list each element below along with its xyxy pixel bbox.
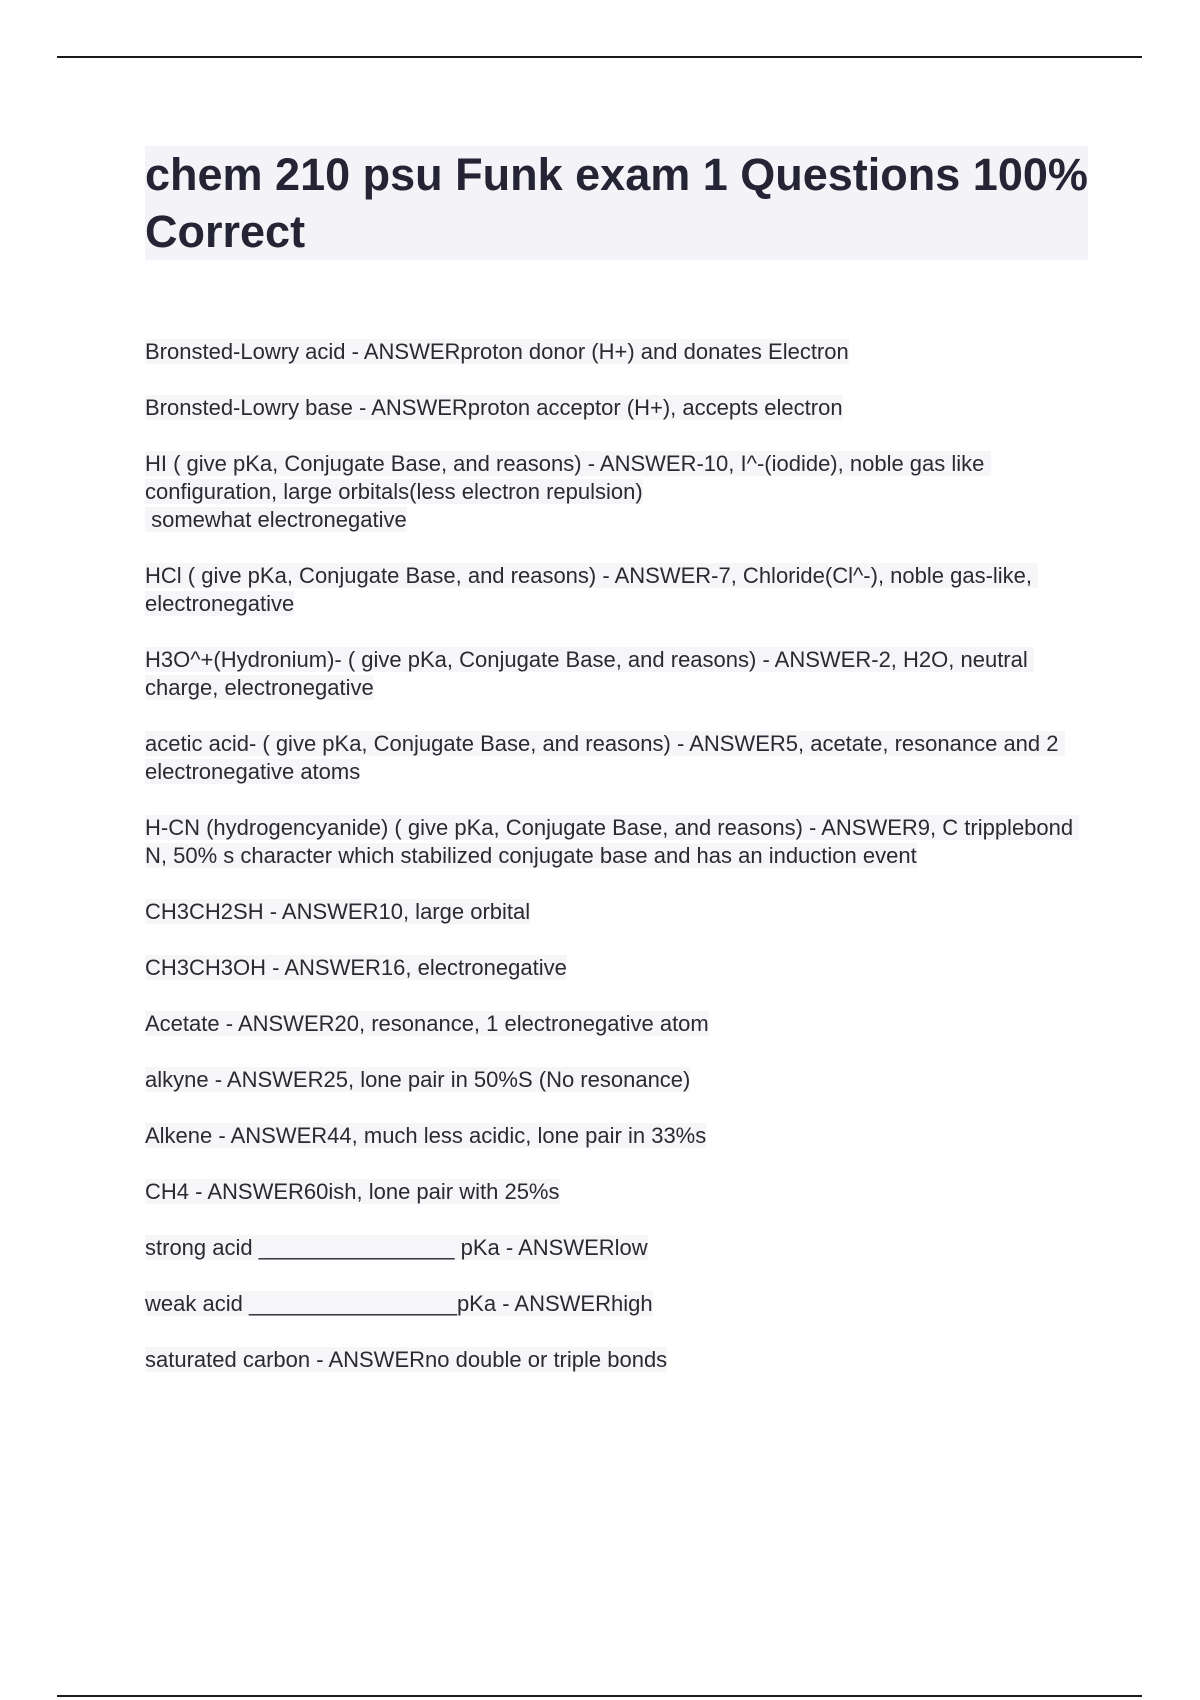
qa-item: HI ( give pKa, Conjugate Base, and reasons) - ANSWER-10, I^-(iodide), noble gas like configuration, large orbitals(less electron repulsion) somewhat electronegative bbox=[145, 450, 1090, 534]
qa-item: weak acid _________________pKa - ANSWERhigh bbox=[145, 1291, 653, 1316]
top-divider bbox=[57, 56, 1142, 58]
qa-item: HCl ( give pKa, Conjugate Base, and reasons) - ANSWER-7, Chloride(Cl^-), noble gas-like, electronegative bbox=[145, 563, 1039, 616]
qa-item: alkyne - ANSWER25, lone pair in 50%S (No resonance) bbox=[145, 1067, 691, 1092]
qa-item: strong acid ________________ pKa - ANSWERlow bbox=[145, 1235, 648, 1260]
qa-item: saturated carbon - ANSWERno double or triple bonds bbox=[145, 1347, 668, 1372]
qa-item: CH4 - ANSWER60ish, lone pair with 25%s bbox=[145, 1179, 560, 1204]
qa-item: acetic acid- ( give pKa, Conjugate Base, and reasons) - ANSWER5, acetate, resonance and 2 electronegative atoms bbox=[145, 731, 1065, 784]
qa-item: Acetate - ANSWER20, resonance, 1 electronegative atom bbox=[145, 1011, 709, 1036]
qa-item: Bronsted-Lowry base - ANSWERproton acceptor (H+), accepts electron bbox=[145, 395, 843, 420]
document-title: chem 210 psu Funk exam 1 Questions 100% Correct bbox=[145, 149, 1088, 257]
title-block bbox=[145, 146, 1088, 260]
qa-item: H-CN (hydrogencyanide) ( give pKa, Conjugate Base, and reasons) - ANSWER9, C tripplebond N, 50% s character which stabilized conjugate base and has an induction event bbox=[145, 815, 1080, 868]
qa-item: H3O^+(Hydronium)- ( give pKa, Conjugate Base, and reasons) - ANSWER-2, H2O, neutral charge, electronegative bbox=[145, 647, 1034, 700]
qa-item: Alkene - ANSWER44, much less acidic, lone pair in 33%s bbox=[145, 1123, 707, 1148]
bottom-divider bbox=[57, 1695, 1142, 1697]
qa-item: Bronsted-Lowry acid - ANSWERproton donor (H+) and donates Electron bbox=[145, 339, 849, 364]
qa-list bbox=[145, 338, 1090, 1402]
qa-item: CH3CH2SH - ANSWER10, large orbital bbox=[145, 899, 531, 924]
qa-item: CH3CH3OH - ANSWER16, electronegative bbox=[145, 955, 567, 980]
